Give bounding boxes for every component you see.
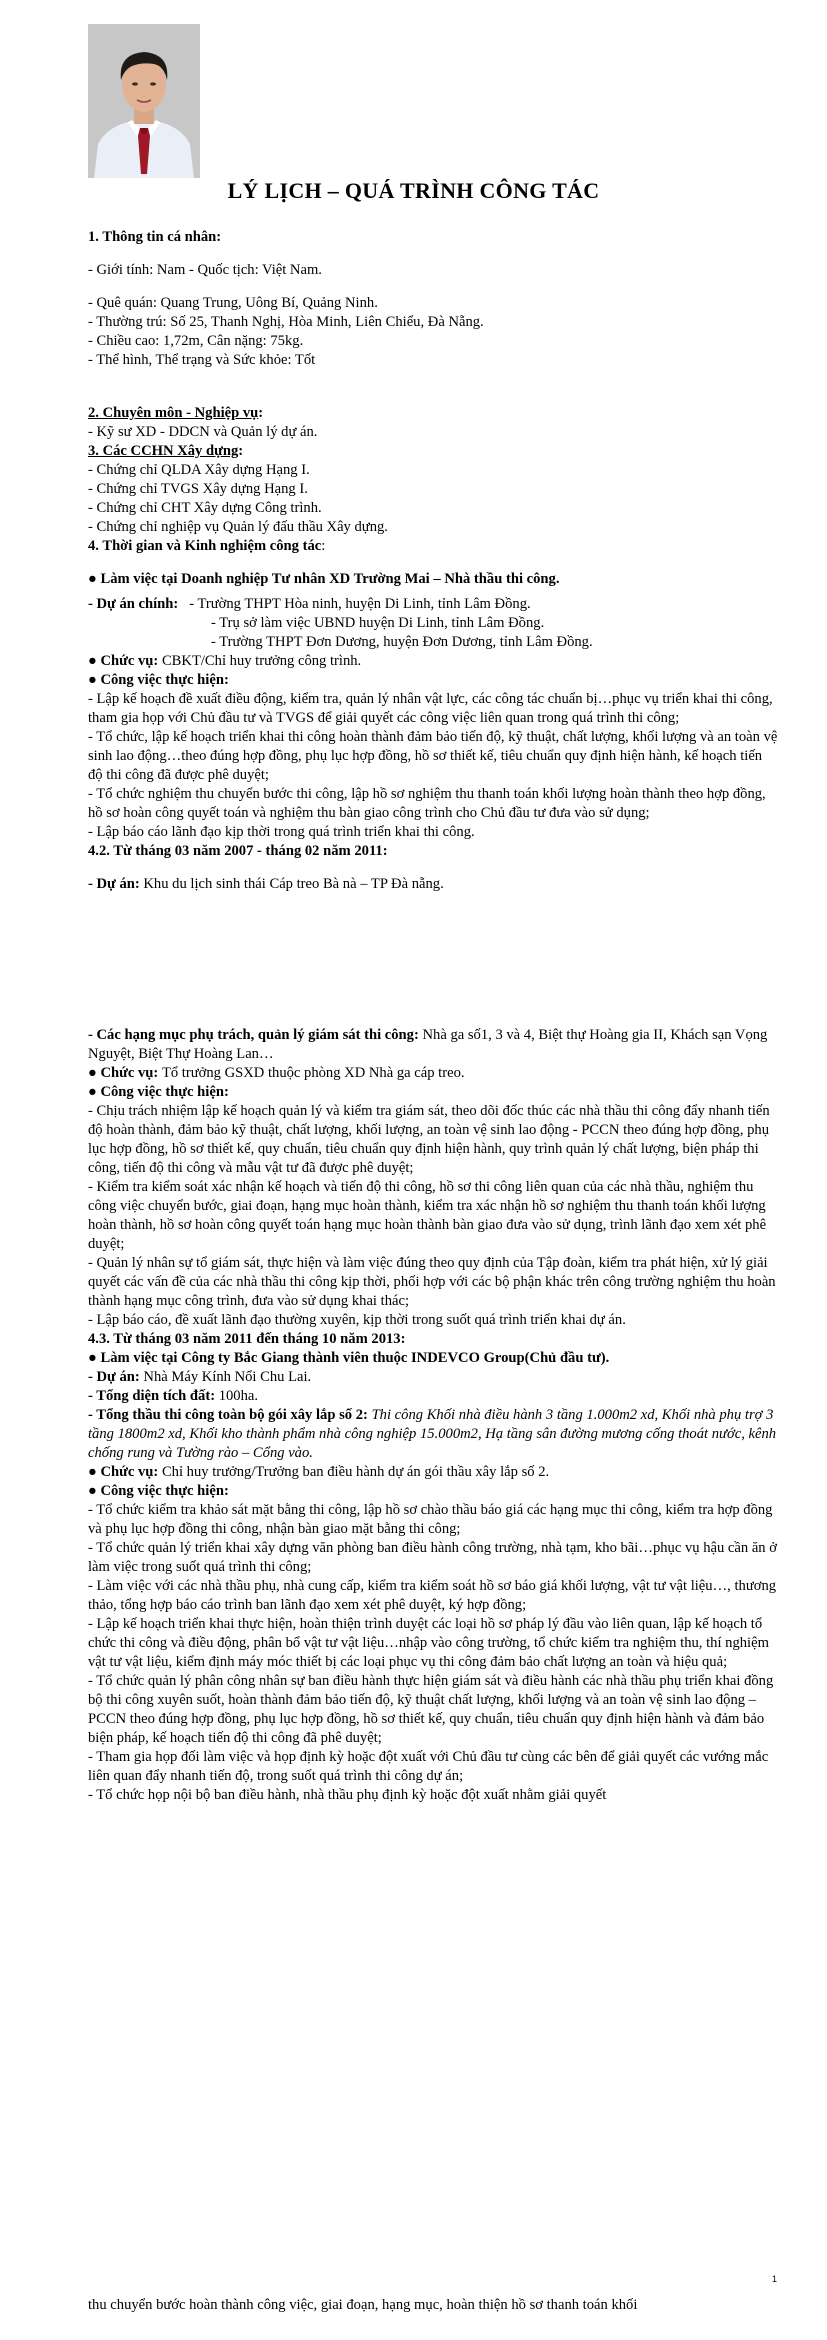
- page-title: LÝ LỊCH – QUÁ TRÌNH CÔNG TÁC: [227, 178, 600, 203]
- page-number: 1: [772, 2274, 778, 2284]
- period3-task: - Lập kế hoạch triển khai thực hiện, hoàn thiện trình duyệt các loại hồ sơ pháp lý đầu vào liên quan, lập kế hoạch tổ chức thi công và điều động, phân bổ vật tư vật liệu…nhập vào công trường, tổ chức kiểm tra nghiệm thu, thí nghiệm vật tư vật liệu, kiểm định máy móc thiết bị các loại phục vụ thi công đảm bảo chất lượng an toàn và hiệu quả;: [88, 1616, 769, 1670]
- height-weight-line: - Chiều cao: 1,72m, Cân nặng: 75kg.: [88, 333, 304, 349]
- period3-task: - Tổ chức kiểm tra khảo sát mặt bằng thi công, lập hồ sơ chào thầu báo giá các hạng mục thi công, kiểm tra hợp đồng và phụ lục hợp đồng thi công, nhận bàn giao mặt bằng thi công;: [88, 1502, 773, 1537]
- period2-task: - Lập báo cáo, đề xuất lãnh đạo thường xuyên, kịp thời trong suốt quá trình triển khai dự án.: [88, 1312, 626, 1328]
- period3-company: ● Làm việc tại Công ty Bắc Giang thành viên thuộc INDEVCO Group(Chủ đầu tư).: [88, 1350, 610, 1366]
- period2-categories: [88, 1026, 778, 1064]
- period3-heading: 4.3. Từ tháng 03 năm 2011 đến tháng 10 năm 2013:: [88, 1331, 406, 1347]
- work1-project-item: - Trường THPT Hòa ninh, huyện Di Linh, tỉnh Lâm Đồng.: [189, 596, 531, 612]
- period3-project-label: - Dự án: [88, 1369, 135, 1385]
- section-3-heading: 3. Các CCHN Xây dựng:: [88, 443, 244, 459]
- cert-item: - Chứng chỉ TVGS Xây dựng Hạng I.: [88, 481, 308, 497]
- period3-task: - Tổ chức họp nội bộ ban điều hành, nhà thầu phụ định kỳ hoặc đột xuất nhằm giải quyết: [88, 1787, 607, 1803]
- period2-categories-label: - Các hạng mục phụ trách, quản lý giám sát thi công:: [88, 1027, 419, 1043]
- period3-role-value: Chỉ huy trưởng/Trưởng ban điều hành dự án gói thầu xây lắp số 2.: [161, 1464, 550, 1480]
- period2-heading: 4.2. Từ tháng 03 năm 2007 - tháng 02 năm 2011:: [88, 843, 388, 859]
- period2-role: ● Chức vụ: Tổ trưởng GSXD thuộc phòng XD Nhà ga cáp treo.: [88, 1065, 465, 1081]
- period2-task: - Kiểm tra kiểm soát xác nhận kế hoạch và tiến độ thi công, hồ sơ thi công liên quan của các nhà thầu, nghiệm thu công việc chuyển bước, giai đoạn, hạng mục hoàn thành, kiểm tra xác nhận hồ sơ nghiệm thu thanh toán khối lượng hoàn thành, hồ sơ hoàn công quyết toán hạng mục hoàn thành bàn giao đưa vào sử dụng, trình lãnh đạo xem xét phê duyệt;: [88, 1179, 767, 1252]
- period3-task: - Tổ chức quản lý triển khai xây dựng văn phòng ban điều hành công trường, nhà tạm, kho bãi…phục vụ hậu cần ăn ở làm việc trong suốt quá trình thi công;: [88, 1540, 777, 1575]
- period2-categories-value: Nhà ga số1, 3 và 4, Biệt thự Hoàng gia II, Khách sạn Vọng Nguyệt, Biệt Thự Hoàng Lan…: [88, 1027, 768, 1062]
- period3-tasks-label: ● Công việc thực hiện:: [88, 1483, 229, 1499]
- section-2-heading: 2. Chuyên môn - Nghiệp vụ:: [88, 405, 264, 421]
- work1-task: - Tổ chức nghiệm thu chuyển bước thi công, lập hồ sơ nghiệm thu thanh toán khối lượng hoàn thành theo hợp đồng, hồ sơ hoàn công quyết toán và nghiệm thu bàn giao công trình cho Chủ đầu tư đưa vào sử dụng;: [88, 786, 766, 821]
- work1-task: - Lập báo cáo lãnh đạo kịp thời trong quá trình triển khai thi công.: [88, 824, 475, 840]
- period3-project: - Dự án: Nhà Máy Kính Nổi Chu Lai.: [88, 1369, 312, 1385]
- period3-task: - Tổ chức quản lý phân công nhân sự ban điều hành thực hiện giám sát và điều hành các nhà thầu phụ triển khai đồng bộ thi công xuyên suốt, hoàn thành đảm bảo tiến độ, kỹ thuật chất lượng, khối lượng và an toàn vệ sinh lao động – PCCN theo đúng hợp đồng, phụ lục hợp đồng, hồ sơ thiết kế, quy chuẩn, tiêu chuẩn quy định hiện hành và đảm bảo biện pháp, kế hoạch tiến độ thi công đã phê duyệt;: [88, 1673, 774, 1746]
- period3-task: - Làm việc với các nhà thầu phụ, nhà cung cấp, kiểm tra kiểm soát hồ sơ báo giá khối lượng, vật tư vật liệu…, thương thảo, tổng hợp báo cáo trình ban lãnh đạo xem xét phê duyệt, ký hợp đồng;: [88, 1578, 777, 1613]
- period3-package: [88, 1406, 778, 1463]
- section-1-heading: 1. Thông tin cá nhân:: [88, 229, 222, 245]
- section-4-heading-text: 4. Thời gian và Kinh nghiệm công tác: [88, 538, 322, 554]
- specialty-line: - Kỹ sư XD - DDCN và Quản lý dự án.: [88, 424, 318, 440]
- period2-task: - Quản lý nhân sự tổ giám sát, thực hiện và làm việc đúng theo quy định của Tập đoàn, kiểm tra phát hiện, xử lý giải quyết các vấn đề của các nhà thầu thi công kịp thời, phối hợp với các bộ phận khác trên công trường nghiệm thu hoàn thành hạng mục công trình, đưa vào sử dụng khai thác;: [88, 1255, 776, 1309]
- address-line: - Thường trú: Số 25, Thanh Nghị, Hòa Minh, Liên Chiểu, Đà Nẵng.: [88, 314, 484, 330]
- period2-tasks-label: ● Công việc thực hiện:: [88, 1084, 229, 1100]
- portrait-photo-image: [88, 24, 200, 178]
- work1-project-item: - Trụ sở làm việc UBND huyện Di Linh, tỉnh Lâm Đồng.: [211, 615, 545, 631]
- period3-project-value: Nhà Máy Kính Nổi Chu Lai.: [139, 1369, 312, 1385]
- period3-task: - Tham gia họp đối làm việc và họp định kỳ hoặc đột xuất với Chủ đầu tư cùng các bên để giải quyết các vướng mắc liên quan đẩy nhanh tiến độ, trong suốt quá trình thi công dự án;: [88, 1749, 769, 1784]
- gender-line: - Giới tính: Nam - Quốc tịch: Việt Nam.: [88, 262, 322, 278]
- period3-area-value: 100ha.: [215, 1388, 259, 1404]
- cert-item: - Chứng chỉ nghiệp vụ Quản lý đấu thầu Xây dựng.: [88, 519, 388, 535]
- work1-project-line: [88, 595, 778, 614]
- work1-project-label: - Dự án chính:: [88, 596, 179, 612]
- health-line: - Thể hình, Thể trạng và Sức khỏe: Tốt: [88, 352, 316, 368]
- period3-area-label: - Tổng diện tích đất: [88, 1388, 211, 1404]
- work1-role: ● Chức vụ: CBKT/Chỉ huy trưởng công trình.: [88, 653, 362, 669]
- period2-role-value: Tổ trưởng GSXD thuộc phòng XD Nhà ga cáp treo.: [161, 1065, 465, 1081]
- cv-content: [88, 228, 778, 1805]
- work1-tasks-label: ● Công việc thực hiện:: [88, 672, 229, 688]
- section-3-heading-text: 3. Các CCHN Xây dựng: [88, 443, 239, 459]
- work1-role-value: CBKT/Chỉ huy trưởng công trình.: [161, 653, 362, 669]
- period3-area: - Tổng diện tích đất: 100ha.: [88, 1388, 259, 1404]
- work1-company: ● Làm việc tại Doanh nghiệp Tư nhân XD Trường Mai – Nhà thầu thi công.: [88, 571, 560, 587]
- period2-project: - Dự án: Khu du lịch sinh thái Cáp treo Bà nà – TP Đà nẵng.: [88, 876, 444, 892]
- hometown-line: - Quê quán: Quang Trung, Uông Bí, Quảng Ninh.: [88, 295, 378, 311]
- continued-line: thu chuyển bước hoàn thành công việc, giai đoạn, hạng mục, hoàn thiện hồ sơ thanh toán khối: [88, 2297, 638, 2313]
- period2-task: - Chịu trách nhiệm lập kế hoạch quản lý và kiểm tra giám sát, theo dõi đốc thúc các nhà thầu thi công đẩy nhanh tiến độ hoàn thành, đảm bảo kỹ thuật, chất lượng, khối lượng, an toàn vệ sinh lao động - PCCN theo đúng hợp đồng, phụ lục hợp đồng, hồ sơ thiết kế, quy chuẩn, tiêu chuẩn quy định hiện hành, quy trình quản lý chất lượng, biện pháp thi công, tiến độ thi công và mẫu vật tư đã được phê duyệt;: [88, 1103, 770, 1176]
- cert-item: - Chứng chỉ QLDA Xây dựng Hạng I.: [88, 462, 310, 478]
- cert-item: - Chứng chỉ CHT Xây dựng Công trình.: [88, 500, 322, 516]
- period3-role-label: ● Chức vụ: [88, 1464, 154, 1480]
- work1-task: - Lập kế hoạch đề xuất điều động, kiểm tra, quản lý nhân vật lực, các công tác chuẩn bị…phục vụ triển khai thi công, tham gia họp với Chủ đầu tư và TVGS để giải quyết các công việc liên quan trong quá trình thi công;: [88, 691, 773, 726]
- work1-role-label: ● Chức vụ: [88, 653, 154, 669]
- period2-project-label: - Dự án: [88, 876, 135, 892]
- period2-role-label: ● Chức vụ: [88, 1065, 154, 1081]
- work1-project-item: - Trường THPT Đơn Dương, huyện Đơn Dương, tỉnh Lâm Đồng.: [211, 634, 593, 650]
- section-4-heading: 4. Thời gian và Kinh nghiệm công tác:: [88, 538, 326, 554]
- portrait-photo: [88, 24, 200, 178]
- period3-role: ● Chức vụ: Chỉ huy trưởng/Trưởng ban điều hành dự án gói thầu xây lắp số 2.: [88, 1464, 550, 1480]
- section-2-heading-text: 2. Chuyên môn - Nghiệp vụ: [88, 405, 259, 421]
- work1-task: - Tổ chức, lập kế hoạch triển khai thi công hoàn thành đảm bảo tiến độ, kỹ thuật, chất lượng, khối lượng và an toàn vệ sinh lao động…theo đúng hợp đồng, phụ lục hợp đồng, hồ sơ thiết kế, tiêu chuẩn quy định hiện hành, kế hoạch tiến độ thi công đã được phê duyệt;: [88, 729, 778, 783]
- period2-project-value: Khu du lịch sinh thái Cáp treo Bà nà – TP Đà nẵng.: [143, 876, 444, 892]
- period3-package-label: - Tổng thầu thi công toàn bộ gói xây lắp số 2:: [88, 1407, 368, 1423]
- period3-package-value: Thi công Khối nhà điều hành 3 tầng 1.000m2 xd, Khối nhà phụ trợ 3 tầng 1800m2 xd, Khối kho thành phẩm nhà công nghiệp 15.000m2, Hạ tầng sân đường mương cống thoát nước, kênh chống rung và Tường rào – Cổng vào.: [88, 1407, 777, 1461]
